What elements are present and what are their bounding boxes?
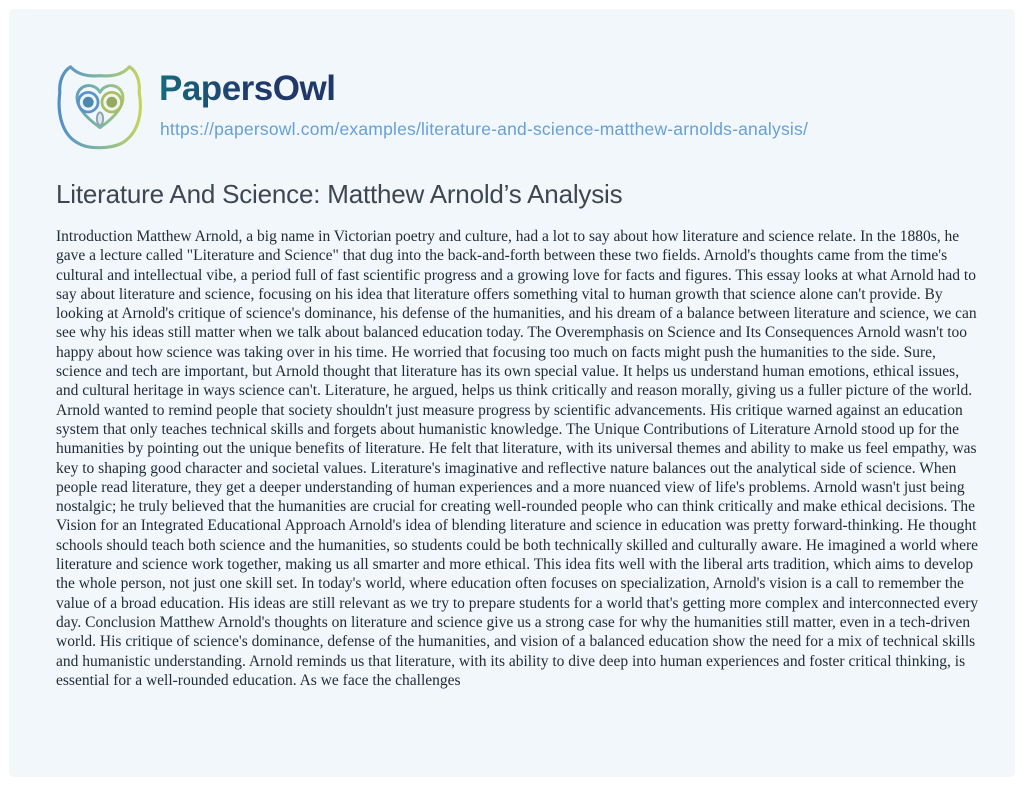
article-title: Literature And Science: Matthew Arnold’s Analysis	[56, 179, 623, 209]
papersowl-owl-logo-icon	[51, 59, 149, 161]
owl-head-outline	[59, 67, 140, 148]
owl-left-eye-pupil	[83, 97, 94, 108]
owl-right-eye-pupil	[106, 97, 117, 108]
brand-title: PapersOwl	[159, 69, 336, 108]
owl-beak	[97, 112, 103, 125]
source-url-link[interactable]: https://papersowl.com/examples/literature-and-science-matthew-arnolds-analysis/	[160, 119, 809, 139]
document-sheet	[9, 9, 1015, 777]
article-body-text: Introduction Matthew Arnold, a big name in Victorian poetry and culture, had a lot to say about how literature and science relate. In the 1880s, he gave a lecture called "Literature and Science" that dug into the back-and-forth between these two fields. Arnold's thoughts came from the time's cultural and intellectual vibe, a period full of fast scientific progress and a growing love for facts and figures. This essay looks at what Arnold had to say about literature and science, focusing on his idea that literature offers something vital to human growth that science alone can't provide. By looking at Arnold's critique of science's dominance, his defense of the humanities, and his dream of a balance between literature and science, we can see why his ideas still matter when we talk about balanced education today. The Overemphasis on Science and Its Consequences Arnold wasn't too happy about how science was taking over in his time. He worried that focusing too much on facts might push the humanities to the side. Sure, science and tech are important, but Arnold thought that literature has its own special value. It helps us understand human emotions, ethical issues, and cultural heritage in ways science can't. Literature, he argued, helps us think critically and reason morally, giving us a fuller picture of the world. Arnold wanted to remind people that society shouldn't just measure progress by scientific advancements. His critique warned against an education system that only teaches technical skills and forgets about humanistic knowledge. The Unique Contributions of Literature Arnold stood up for the humanities by pointing out the unique benefits of literature. He felt that literature, with its universal themes and ability to make us feel empathy, was key to shaping good character and societal values. Literature's imaginative and reflective nature balances out the analytical side of science. When people read literature, they get a deeper understanding of human experiences and a more nuanced view of life's problems. Arnold wasn't just being nostalgic; he truly believed that the humanities are crucial for creating well-rounded people who can think critically and make ethical decisions. The Vision for an Integrated Educational Approach Arnold's idea of blending literature and science in education was pretty forward-thinking. He thought schools should teach both science and the humanities, so students could be both technically skilled and culturally aware. He imagined a world where literature and science work together, making us all smarter and more ethical. This idea fits well with the liberal arts tradition, which aims to develop the whole person, not just one skill set. In today's world, where education often focuses on specialization, Arnold's vision is a call to remember the value of a broad education. His ideas are still relevant as we try to prepare students for a world that's getting more complex and interconnected every day. Conclusion Matthew Arnold's thoughts on literature and science give us a strong case for why the humanities still matter, even in a tech-driven world. His critique of science's dominance, defense of the humanities, and vision of a balanced education show the need for a mix of technical skills and humanistic understanding. Arnold reminds us that literature, with its ability to dive deep into human experiences and foster critical thinking, is essential for a well-rounded education. As we face the challenges	[56, 228, 979, 689]
